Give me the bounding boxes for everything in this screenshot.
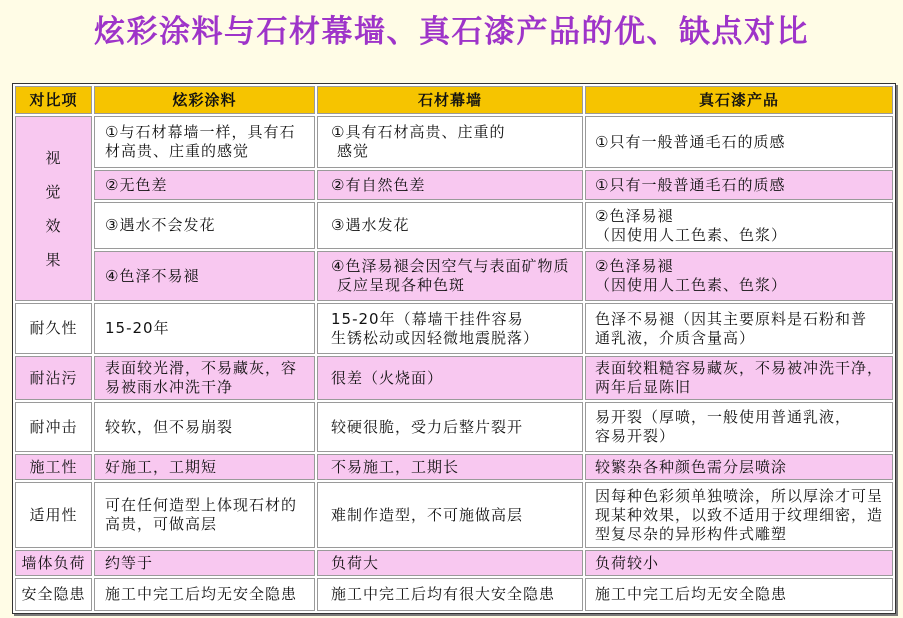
row-label-visual-effect [15,116,92,301]
cell-line: ①只有一般普通毛石的质感 [595,175,786,194]
cell-line: 施工中完工后均无安全隐患 [105,585,298,603]
cell-line: 负荷较小 [595,553,660,572]
table-cell [585,116,893,168]
cell-line: 生锈松动或因轻微地震脱落） [331,328,540,347]
cell-line: 好施工，工期短 [105,457,218,476]
cell-line: 约等于 [105,553,154,572]
cell-line: 较硬很脆，受力后整片裂开 [331,417,524,436]
cell-line: 难制作造型，不可施做高层 [331,505,524,524]
table-cell [94,202,315,249]
cell-line: 现某种效果，以致不适用于纹理细密，造 [595,505,884,524]
cell-line: ②无色差 [105,175,168,194]
table-cell [317,454,583,480]
cell-line: 可在任何造型上体现石材的 [105,496,298,514]
table-cell [585,402,893,452]
cell-line: ③遇水发花 [331,216,410,234]
table-cell [94,251,315,301]
header-cell-item: 对比项 [15,86,92,114]
cell-line: 较软，但不易崩裂 [105,417,234,436]
cell-line: （因使用人工色素、色浆） [595,276,788,294]
cell-line: 15-20年 [105,319,170,337]
cell-line: 表面较光滑，不易藏灰，容 [105,359,298,377]
header-cell-stone-wall: 石材幕墙 [317,86,583,114]
row-label: 耐沾污 [15,356,92,400]
table-cell [585,482,893,548]
table-cell [585,578,893,611]
cell-line: 反应呈现各种色斑 [337,276,466,294]
header-cell-coating: 炫彩涂料 [94,86,315,114]
header-cell-stone-paint: 真石漆产品 [585,86,893,114]
cell-line: 很差（火烧面） [331,368,444,387]
cell-line: 易开裂（厚喷，一般使用普通乳液， [595,408,852,426]
cell-line: 15-20年（幕墙干挂件容易 [331,309,524,328]
cell-line: 较繁杂各种颜色需分层喷涂 [595,457,788,476]
cell-line: 两年后显陈旧 [595,378,692,396]
table-cell [317,578,583,611]
table-cell [94,482,315,548]
table-cell [94,454,315,480]
row-label: 耐久性 [15,303,92,354]
table-cell [317,116,583,168]
table-cell [94,116,315,168]
cell-line: ②色泽易褪 [595,206,674,225]
table-cell [585,170,893,200]
table-cell [317,251,583,301]
table-cell [317,550,583,576]
table-cell [94,550,315,576]
table-cell [94,356,315,400]
row-label: 墙体负荷 [15,550,92,576]
cell-line: 感觉 [337,142,370,160]
cell-line: 高贵，可做高层 [105,515,218,533]
label-char: 觉 [45,182,62,201]
table-cell [585,251,893,301]
table-cell [317,170,583,200]
cell-line: 负荷大 [331,553,380,572]
cell-line: 不易施工，工期长 [331,457,460,476]
page-title: 炫彩涂料与石材幕墙、真石漆产品的优、缺点对比 [94,14,809,50]
row-label: 施工性 [15,454,92,480]
table-cell [585,303,893,354]
table-cell [317,202,583,249]
cell-line: ②有自然色差 [331,175,426,194]
cell-line: 施工中完工后均有很大安全隐患 [331,585,556,603]
cell-line: 型复尽杂的异形构件式雕塑 [595,524,788,543]
cell-line: 色泽不易褪（因其主要原料是石粉和普 [595,309,868,328]
cell-line: ②色泽易褪 [595,257,674,275]
cell-line: 通乳液，介质含量高） [595,328,756,347]
label-char: 效 [45,216,62,235]
cell-line: 施工中完工后均无安全隐患 [595,585,788,603]
cell-line: ①只有一般普通毛石的质感 [595,132,786,151]
table-cell [94,578,315,611]
table-cell [94,303,315,354]
cell-line: 材高贵、庄重的感觉 [105,142,250,160]
label-char: 果 [45,250,62,269]
row-label: 适用性 [15,482,92,548]
table-cell [94,402,315,452]
cell-line: （因使用人工色素、色浆） [595,225,788,244]
table-cell [585,454,893,480]
table-cell [585,202,893,249]
cell-line: 表面较粗糙容易藏灰，不易被冲洗干净， [595,359,884,377]
table-cell [317,356,583,400]
cell-line: 容易开裂） [595,427,676,445]
table-cell [585,550,893,576]
cell-line: 易被雨水冲洗干净 [105,378,234,396]
table-cell [317,303,583,354]
cell-line: 因每种色彩须单独喷涂，所以厚涂才可呈 [595,486,884,505]
table-cell [585,356,893,400]
label-char: 视 [45,148,62,167]
cell-line: ④色泽易褪会因空气与表面矿物质 [331,257,570,275]
table-cell [317,402,583,452]
cell-line: ③遇水不会发花 [105,216,216,234]
cell-line: ④色泽不易褪 [105,266,200,285]
cell-line: ①具有石材高贵、庄重的 [331,123,506,141]
row-label: 安全隐患 [15,578,92,611]
table-cell [94,170,315,200]
cell-line: ①与石材幕墙一样，具有石 [105,123,296,141]
row-label: 耐冲击 [15,402,92,452]
table-cell [317,482,583,548]
comparison-table [12,83,896,614]
